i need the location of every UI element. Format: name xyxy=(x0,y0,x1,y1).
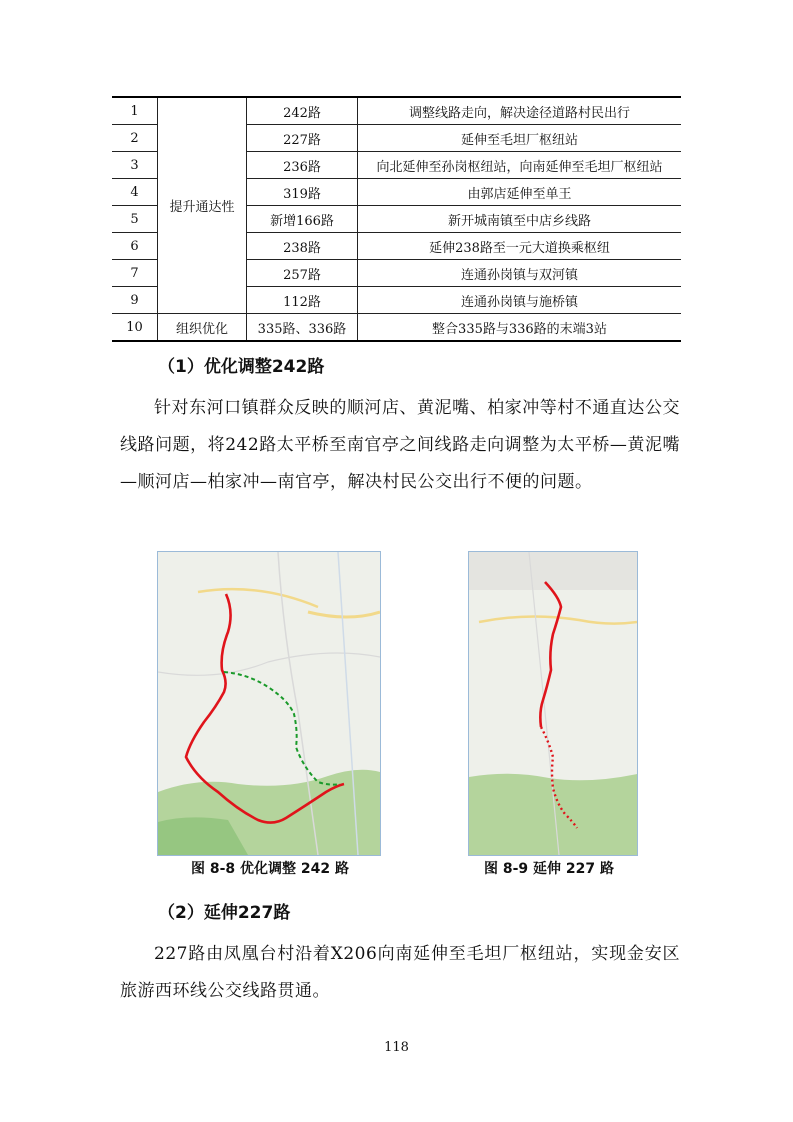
section-heading-242: （1）优化调整242路 xyxy=(158,357,325,377)
paragraph-text: 227路由凤凰台村沿着X206向南延伸至毛坦厂枢纽站，实现金安区旅游西环线公交线路贯通。 xyxy=(120,944,680,1001)
row-number: 6 xyxy=(112,233,158,260)
route-cell: 319路 xyxy=(247,179,358,206)
row-number: 2 xyxy=(112,125,158,152)
row-number: 10 xyxy=(112,314,158,342)
plan-table xyxy=(112,96,681,342)
description-cell: 连通孙岗镇与双河镇 xyxy=(358,260,682,287)
row-number: 9 xyxy=(112,287,158,314)
route-cell: 238路 xyxy=(247,233,358,260)
route-242-map-graphic xyxy=(158,552,380,855)
category-cell: 提升通达性 xyxy=(158,97,247,314)
page-number: 118 xyxy=(384,1040,409,1055)
description-cell: 延伸至毛坦厂枢纽站 xyxy=(358,125,682,152)
description-cell: 新开城南镇至中店乡线路 xyxy=(358,206,682,233)
category-cell: 组织优化 xyxy=(158,314,247,342)
description-cell: 由郭店延伸至单王 xyxy=(358,179,682,206)
table-row xyxy=(112,97,681,125)
route-cell: 112路 xyxy=(247,287,358,314)
row-number: 4 xyxy=(112,179,158,206)
route-242-map xyxy=(157,551,381,856)
table-row xyxy=(112,314,681,342)
section-227-paragraph xyxy=(120,936,680,1010)
route-cell: 236路 xyxy=(247,152,358,179)
description-cell: 连通孙岗镇与施桥镇 xyxy=(358,287,682,314)
row-number: 1 xyxy=(130,103,139,119)
row-number: 5 xyxy=(112,206,158,233)
route-227-map xyxy=(468,551,638,856)
row-number: 3 xyxy=(112,152,158,179)
row-number: 7 xyxy=(112,260,158,287)
description-cell: 整合335路与336路的末端3站 xyxy=(358,314,682,342)
route-227-map-graphic xyxy=(469,552,637,855)
description-cell: 向北延伸至孙岗枢纽站，向南延伸至毛坦厂枢纽站 xyxy=(358,152,682,179)
route-cell: 新增166路 xyxy=(247,206,358,233)
figure-8-8-caption: 图 8-8 优化调整 242 路 xyxy=(191,861,350,877)
route-cell: 227路 xyxy=(247,125,358,152)
route-cell: 335路、336路 xyxy=(247,314,358,342)
description-cell: 调整线路走向，解决途径道路村民出行 xyxy=(358,97,682,125)
route-cell: 257路 xyxy=(247,260,358,287)
description-cell: 延伸238路至一元大道换乘枢纽 xyxy=(358,233,682,260)
paragraph-text: 针对东河口镇群众反映的顺河店、黄泥嘴、柏家冲等村不通直达公交线路问题，将242路太平桥至南官亭之间线路走向调整为太平桥—黄泥嘴—顺河店—柏家冲—南官亭，解决村民公交出行不便的问题。 xyxy=(120,398,680,492)
figure-8-9-caption: 图 8-9 延伸 227 路 xyxy=(484,861,615,877)
section-242-paragraph xyxy=(120,390,680,501)
route-cell: 242路 xyxy=(247,97,358,125)
section-heading-227: （2）延伸227路 xyxy=(158,903,291,923)
